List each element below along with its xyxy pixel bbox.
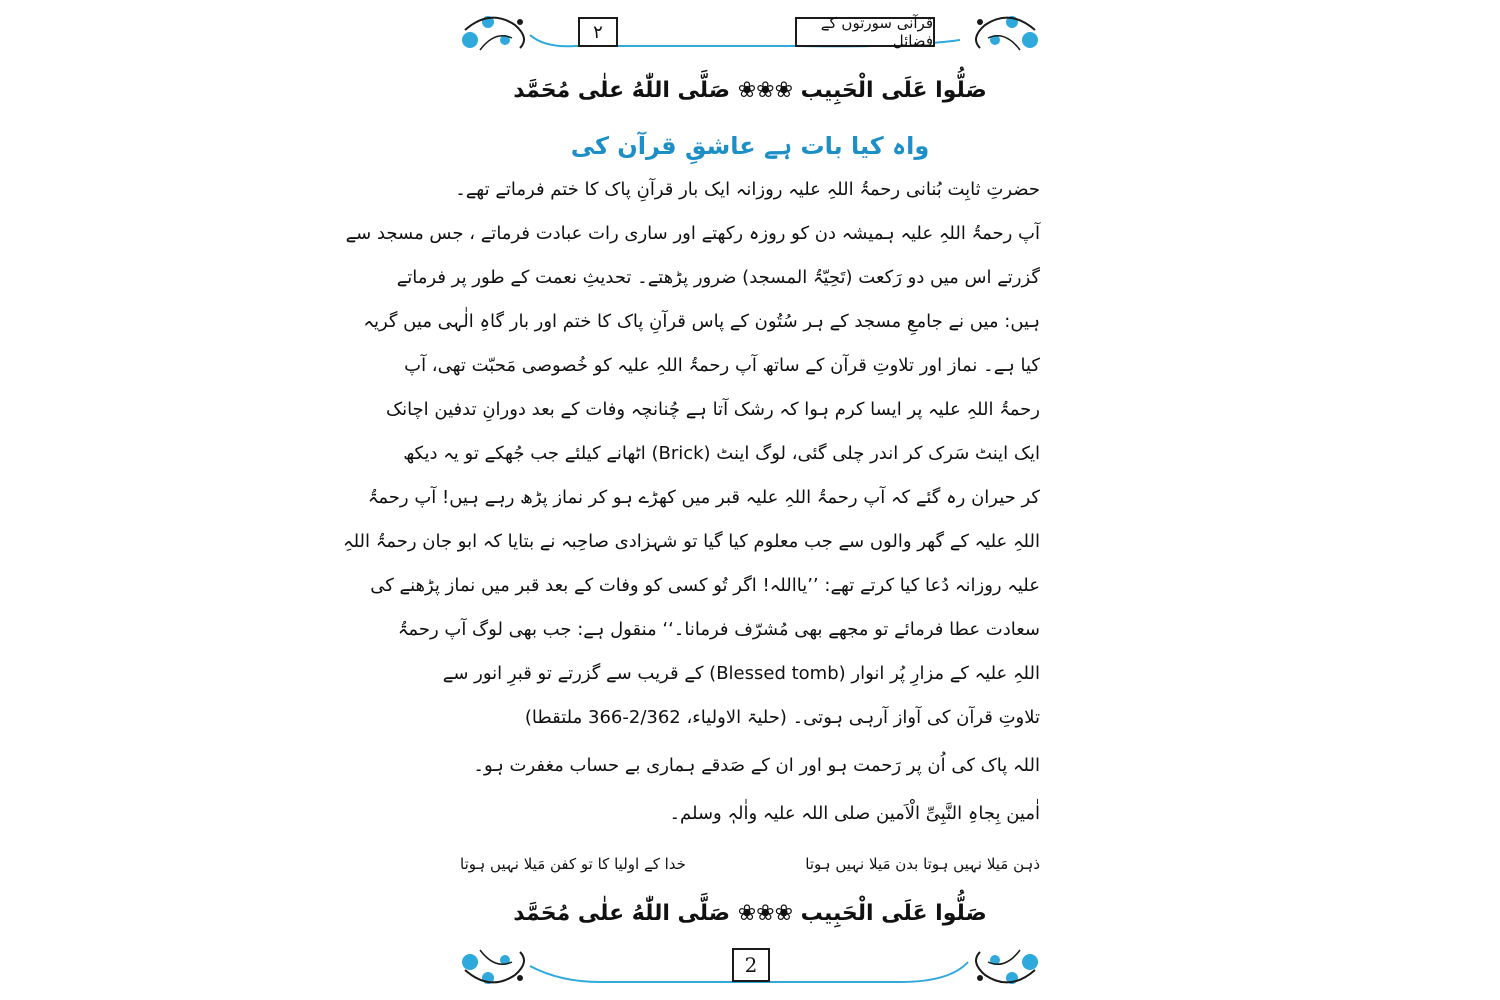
ornament-top-right-icon bbox=[976, 16, 1038, 50]
bottom-page-number-box bbox=[732, 948, 770, 982]
body-line: ہیں: میں نے جامعِ مسجد کے ہر سُتُون کے پاس قرآنِ پاک کا ختم اور بار گاہِ الٰہی میں گریہ bbox=[363, 311, 1040, 332]
ornament-bottom-right-icon bbox=[976, 950, 1038, 984]
body-line: تلاوتِ قرآن کی آواز آرہی ہوتی۔ (حلیۃ الاولیاء، 2/362-366 ملتقطا) bbox=[524, 707, 1040, 728]
prayer-line: اللہ پاک کی اُن پر رَحمت ہو اور ان کے صَدقے ہماری بے حساب مغفرت ہو۔ bbox=[473, 755, 1040, 776]
ornament-bottom-left-icon bbox=[462, 950, 524, 984]
body-line: رحمۃُ اللہِ علیہ پر ایسا کرم ہوا کہ رشک آتا ہے چُنانچہ وفات کے بعد دورانِ تدفین اچانک bbox=[385, 399, 1040, 420]
body-line: گزرتے اس میں دو رَکعت (تَحِیّۃُ المسجد) ضرور پڑھتے۔ تحدیثِ نعمت کے طور پر فرماتے bbox=[396, 267, 1040, 288]
body-line: اللہِ علیہ کے مزارِ پُر انوار (Blessed tomb) کے قریب سے گزرتے تو قبرِ انور سے bbox=[442, 663, 1040, 684]
top-page-number-box bbox=[578, 17, 618, 47]
body-line: کر حیران رہ گئے کہ آپ رحمۃُ اللہِ علیہ قبر میں کھڑے ہو کر نماز پڑھ رہے ہیں! آپ رحمۃُ bbox=[367, 487, 1040, 508]
durood-bottom: صَلُّوا عَلَی الْحَبِیب ❀❀❀ صَلَّی اللّٰهُ علٰی مُحَمَّد bbox=[513, 901, 987, 926]
ornament-top-left-icon bbox=[462, 16, 524, 50]
body-line: سعادت عطا فرمائے تو مجھے بھی مُشرّف فرمانا۔‘‘ منقول ہے: جب بھی لوگ آپ رحمۃُ bbox=[397, 619, 1040, 640]
body-line: ایک اینٹ سَرک کر اندر چلی گئی، لوگ اینٹ (Brick) اٹھانے کیلئے جب جُھکے تو یہ دیکھ bbox=[403, 443, 1040, 464]
ameen-line: اٰمین بِجاہِ النَّبِیِّ الْاَمین صلی اللہ علیہ واٰلہٖ وسلم۔ bbox=[669, 803, 1040, 824]
poetry-couplet bbox=[460, 850, 1040, 878]
bottom-page-number: 2 bbox=[744, 953, 758, 977]
body-line: آپ رحمۃُ اللہِ علیہ ہمیشہ دن کو روزہ رکھتے اور ساری رات عبادت فرماتے ، جس مسجد سے bbox=[345, 223, 1040, 244]
durood-top: صَلُّوا عَلَی الْحَبِیب ❀❀❀ صَلَّی اللّٰهُ علٰی مُحَمَّد bbox=[513, 78, 987, 103]
body-line: کیا ہے۔ نماز اور تلاوتِ قرآن کے ساتھ آپ رحمۃُ اللہِ علیہ کو خُصوصی مَحبّت تھی، آپ bbox=[404, 355, 1040, 376]
book-title: قرآنی سورتوں کے فضائل bbox=[820, 14, 933, 50]
body-line: اللہِ علیہ کے گھر والوں سے جب معلوم کیا گیا تو شہزادی صاحِبہ نے بتایا کہ ابو جان رحمۃُ اللہِ bbox=[343, 531, 1040, 552]
body-line: حضرتِ ثابِت بُنانی رحمۃُ اللہِ علیہ روزانہ ایک بار قرآنِ پاک کا ختم فرماتے تھے۔ bbox=[455, 179, 1040, 200]
poetry-verse-right: ذہن مَیلا نہیں ہوتا بدن مَیلا نہیں ہوتا bbox=[805, 855, 1040, 873]
poetry-verse-left: خدا کے اولیا کا تو کفن مَیلا نہیں ہوتا bbox=[460, 855, 686, 873]
body-line: علیہ روزانہ دُعا کیا کرتے تھے: ’’یااللہ! اگر تُو کسی کو وفات کے بعد قبر میں نماز پڑھنے کی bbox=[370, 575, 1040, 596]
section-heading: واہ کیا بات ہے عاشقِ قرآن کی bbox=[570, 132, 930, 160]
top-page-number: ۲ bbox=[593, 21, 603, 43]
book-title-box bbox=[795, 14, 935, 50]
